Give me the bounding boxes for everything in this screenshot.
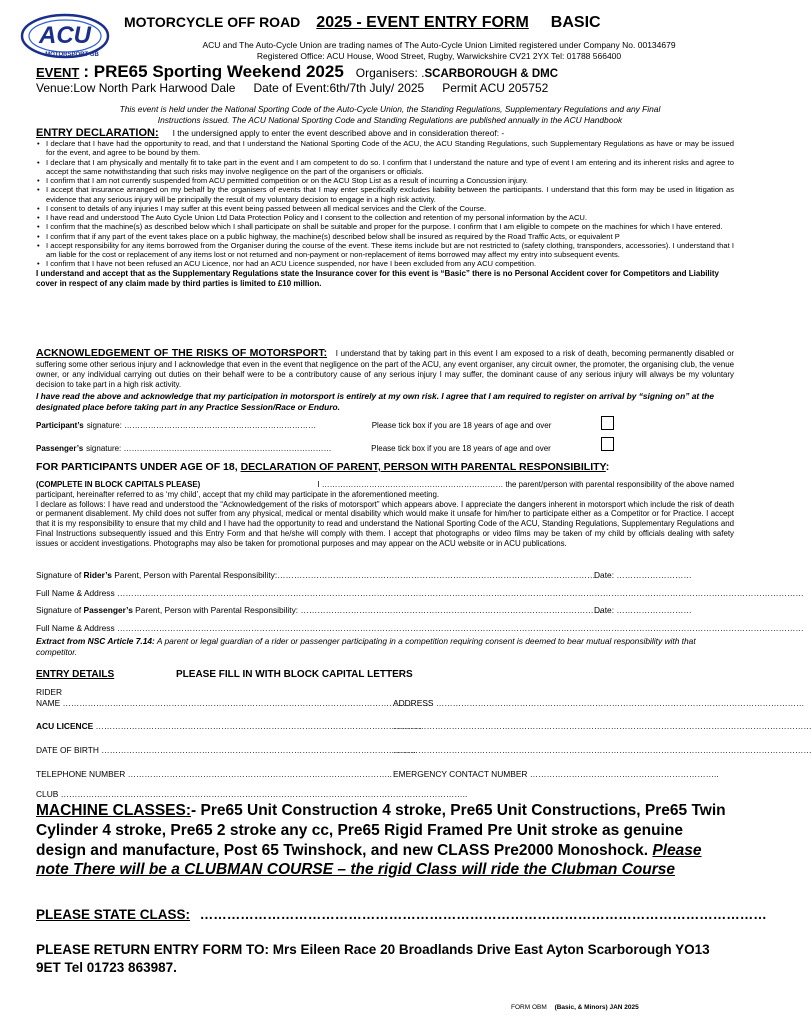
- machine-classes: [36, 801, 736, 880]
- risks-agree-note: I have read the above and acknowledge that my participation in motorsport is entirely at my own risk. I agree that I am required to register on arrival by “signing on” at the designated place before taking part in any Practice Session/Race or Enduro.: [36, 391, 715, 412]
- machine-classes-label: MACHINE CLASSES:: [36, 802, 192, 819]
- sig-suffix: Parent, Person with Parental Responsibility: ………………………………………………………………………………………………: [132, 605, 602, 615]
- parent-line-2: participant, hereinafter referred to as ‘my child’, accept that my child may participate in the aforementioned meeting.: [36, 489, 440, 499]
- machine-classes-list: - Pre65 Unit Construction 4 stroke, Pre65 Unit Constructions, Pre65 Twin Cylinder 4 stroke, Pre65 2 stroke any cc, Pre65 Rigid Framed Pre Unit stroke as genuine design and manufacture, Post 65 Twinshock, and new CLASS Pre2000 Monoshock.: [36, 802, 726, 859]
- title-left: MOTORCYCLE OFF ROAD: [124, 14, 301, 30]
- parent-text: I declare as follows: I have read and understood the “Acknowledgement of the risks of motorsport” which appears above. I appreciate the dangers inherent in motorsport which include the risk of death or permanent disablement. My child does not suffer from any physical, medical or mental disability which would make it unsafe for him/her to participate either as a Competitor or for Practice. I accept that it is my responsibility to ensure that my child and I have had the opportunity to read and understand the National Sporting Code of the ACU, Standing Regulations, Supplementary Regulations and Final Instructions subsequently issued and this Entry Form and that he/she will comply with them. I accept that photographs or video films may be taken of my child by officials dealing with safety issues or accident investigations. Photographs may also be taken for promotional purposes and may appear on the ACU website or in ACU publications.: [36, 499, 734, 548]
- entry-declaration: [36, 127, 734, 289]
- event-label: EVENT: [36, 65, 80, 80]
- rider-word: Rider’s: [83, 570, 112, 580]
- parent-heading: [36, 461, 734, 473]
- acu-licence-label: ACU LICENCE: [36, 721, 94, 731]
- form-code: FORM OBM: [511, 1004, 547, 1011]
- registration-line-1: ACU and The Auto-Cycle Union are trading names of The Auto-Cycle Union Limited registered under Company No. 00134679: [202, 40, 676, 50]
- participant-age-checkbox[interactable]: [601, 416, 614, 430]
- rider-parent-address-field[interactable]: Full Name & Address …………………………………………………………………………………………………………………………………………………………………………………………………………………………: [36, 588, 804, 598]
- logo-text: ACU: [39, 22, 91, 49]
- parent-name-line[interactable]: I …………………………………………………………… the parent/person with parental responsibility of the above named: [317, 480, 734, 489]
- passenger-signature-row: [36, 444, 636, 453]
- entry-details-heading: ENTRY DETAILS: [36, 669, 115, 680]
- event-name: : PRE65 Sporting Weekend 2025: [83, 62, 344, 81]
- insurance-note: I understand and accept that as the Supplementary Regulations state the Insurance cover for this event is “Basic” there is no Personal Accident cover for Competitors and Liability cover in respect of any claim made by third parties is limited to £10 million.: [36, 268, 719, 288]
- parent-declaration: [36, 480, 734, 549]
- passenger-age-checkbox[interactable]: [601, 437, 614, 451]
- code-note: This event is held under the National Sporting Code of the Auto-Cycle Union, the Standing Regulations, Supplementary Regulations and any Final Instructions issued. The ACU National Sporting Code and Standing Regulations are published annually in the ACU Handbook: [119, 104, 661, 125]
- parent-heading-underlined: DECLARATION OF PARENT, PERSON WITH PARENTAL RESPONSIBILITY: [240, 461, 606, 473]
- event-line: [36, 62, 756, 82]
- organisers-label: Organisers: .: [355, 66, 425, 80]
- rider-parent-date-field[interactable]: Date: ………………………: [594, 570, 692, 580]
- address-line-3[interactable]: ……………………………………………………………………………………………………………………………………: [393, 745, 812, 755]
- event-date: Date of Event:6th/7th July/ 2025: [253, 81, 425, 95]
- emergency-contact-field[interactable]: EMERGENCY CONTACT NUMBER …………………………………………………………..: [393, 769, 719, 779]
- rider-label: RIDER: [36, 687, 63, 697]
- venue-line: [36, 81, 756, 95]
- passenger-label: Passenger’s: [36, 444, 84, 453]
- address-field[interactable]: ADDRESS ……………………………………………………………………………………………………………………: [393, 698, 805, 708]
- risks-section: [36, 347, 734, 412]
- passenger-parent-address-field[interactable]: Full Name & Address …………………………………………………………………………………………………………………………………………………………………………………………………………………………: [36, 623, 804, 633]
- nsc-extract-label: Extract from NSC Article 7.14:: [36, 636, 155, 646]
- registration-line-2: Registered Office: ACU House, Wood Street, Rugby, Warwickshire CV21 2YX Tel: 01788 566400: [256, 51, 622, 61]
- passenger-word: Passenger’s: [83, 605, 133, 615]
- acu-licence-dots: ………………………………………………………………………………………………………: [93, 721, 423, 731]
- participant-signature-row: [36, 421, 636, 430]
- declaration-item: • I have read and understood The Auto Cycle Union Ltd Data Protection Policy and I consent to the collection and retention of my personal information by the ACU.: [36, 213, 734, 222]
- sig-prefix: Signature of: [36, 570, 84, 580]
- title-right: BASIC: [550, 14, 601, 31]
- return-address: PLEASE RETURN ENTRY FORM TO: Mrs Eileen Race 20 Broadlands Drive East Ayton Scarborough YO13 9ET Tel 01723 863987.: [36, 942, 710, 976]
- organisers-value: SCARBOROUGH & DMC: [424, 68, 559, 80]
- rider-parent-signature-field[interactable]: [36, 570, 596, 580]
- caps-label: (COMPLETE IN BLOCK CAPITALS PLEASE): [36, 480, 201, 489]
- declaration-intro: I the undersigned apply to enter the event described above and in consideration thereof: -: [172, 128, 505, 138]
- parent-heading-plain: FOR PARTICIPANTS UNDER AGE OF 18,: [36, 461, 241, 473]
- sig-prefix: Signature of: [36, 605, 84, 615]
- form-desc: (Basic, & Minors) JAN 2025: [554, 1004, 639, 1011]
- declaration-item: • I confirm that if any part of the event takes place on a public highway, the machine(s) described below shall be insured as required by the Road Traffic Acts, or equivalent P: [36, 232, 734, 241]
- club-field[interactable]: CLUB ………………………………………………………………………………………………………………………………..: [36, 789, 468, 799]
- passenger-parent-date-field[interactable]: Date: ………………………: [594, 605, 692, 615]
- rider-parent-signature-row: [36, 570, 736, 580]
- title-main: 2025 - EVENT ENTRY FORM: [316, 14, 529, 31]
- declaration-item: • I confirm that I am not currently suspended from ACU permitted competition or on the ACU Stop List as a result of incurring a Concussion injury.: [36, 176, 734, 185]
- acu-logo: [20, 12, 110, 60]
- nsc-extract: [36, 636, 736, 657]
- declaration-item: • I accept that insurance arranged on my behalf by the organisers of events that I may enter specifically excludes liability between the participants. I understand that this form may be used in litigation as evidence that any serious injury will be principally the result of my voluntary decision to engage in a high risk activity.: [36, 185, 734, 204]
- date-of-birth-field[interactable]: DATE OF BIRTH …………………………………………………………………………………………………..: [36, 745, 416, 755]
- entry-details-subheading: PLEASE FILL IN WITH BLOCK CAPITAL LETTERS: [176, 669, 413, 680]
- declaration-item: • I declare that I have had the opportunity to read, and that I understand the National Sporting Code of the ACU, the ACU Standing Regulations, such Supplementary Regulations as have or may be issued for the event, and agree to be bound by them.: [36, 139, 734, 158]
- form-title: [124, 14, 764, 32]
- declaration-item: • I confirm that I have not been refused an ACU Licence, nor had an ACU Licence suspended, nor have I been excluded from any ACU competition.: [36, 259, 734, 268]
- declaration-item: • I accept responsibility for any items borrowed from the Organiser during the course of the event. These items include but are not restricted to (safety clothing, transponders, accessories). I understand that I am liable for the cost or replacement of any items lost or not returned and non-payment or non-replacement of items borrowed may affect my entry into subsequent events.: [36, 241, 734, 260]
- declaration-item: • I consent to details of any injuries I may suffer at this event being passed between all medical services and the Clerk of the Course.: [36, 204, 734, 213]
- state-class-label: PLEASE STATE CLASS:: [36, 907, 191, 922]
- venue: Venue:Low North Park Harwood Dale: [36, 81, 236, 95]
- participant-signature-field[interactable]: signature: ………………………………………………………………: [86, 421, 317, 430]
- risks-heading: ACKNOWLEDGEMENT OF THE RISKS OF MOTORSPORT:: [36, 347, 328, 359]
- passenger-signature-field[interactable]: signature: ……………………………………………………………………: [86, 444, 332, 453]
- participant-label: Participant’s: [36, 421, 84, 430]
- parent-heading-end: :: [605, 461, 610, 473]
- logo-subtext: MOTORSPORT GB: [45, 52, 99, 58]
- passenger-parent-signature-field[interactable]: [36, 605, 602, 615]
- state-class-field[interactable]: ………………………………………………………………………………………………………………: [199, 907, 767, 922]
- age-tick-label: Please tick box if you are 18 years of age and over: [371, 421, 552, 430]
- state-class-row: [36, 907, 767, 922]
- telephone-field[interactable]: TELEPHONE NUMBER …………………………………………………………………………………..: [36, 769, 392, 779]
- rider-name-field[interactable]: NAME ……………………………………………………………………………………………………………………: [36, 698, 432, 708]
- declaration-item: • I declare that I am physically and mentally fit to take part in the event and I am competent to do so. I confirm that I understand the nature and type of event I am entering and its inherent risks and agree to accept the same notwithstanding that such risks may involve negligence on the part of the organisers or officials.: [36, 158, 734, 177]
- permit: Permit ACU 205752: [442, 81, 549, 95]
- clubman-course-note: Please note There will be a CLUBMAN COURSE – the rigid Class will ride the Clubman Course: [36, 841, 702, 879]
- risks-text: I understand that by taking part in this event I am exposed to a risk of death, becoming permanently disabled or suffering some other serious injury and I acknowledge that even in the event that negligence on the part of the ACU, any event organiser, any circuit owner, the promoter, the organising club, the venue owner, or any individual carrying out duties on their behalf were to be a contributory cause of any serious injury I may suffer, the dominant cause of any serious injury will always be my voluntary decision to take part in a high risk activity.: [36, 349, 734, 389]
- declaration-item: • I confirm that the machine(s) as described below which I shall participate on shall be suitable and proper for the purpose. I confirm that I am eligible to compete on the machines for which I have entered.: [36, 222, 734, 231]
- declaration-list: [36, 139, 734, 269]
- sig-suffix: Parent, Person with Parental Responsibility:……………………………………………………………………………………………………: [111, 570, 596, 580]
- passenger-parent-signature-row: [36, 605, 736, 615]
- age-tick-label: Please tick box if you are 18 years of age and over: [371, 444, 551, 453]
- address-line-2[interactable]: ……………………………………………………………………………………………………………………………………: [393, 721, 812, 731]
- declaration-heading: ENTRY DECLARATION:: [36, 127, 159, 139]
- acu-licence-field[interactable]: [36, 721, 423, 731]
- nsc-extract-text: A parent or legal guardian of a rider or passenger participating in a competition requiring consent is deemed to bear mutual responsibility with that competitor.: [36, 636, 696, 657]
- form-footer: [511, 1004, 639, 1011]
